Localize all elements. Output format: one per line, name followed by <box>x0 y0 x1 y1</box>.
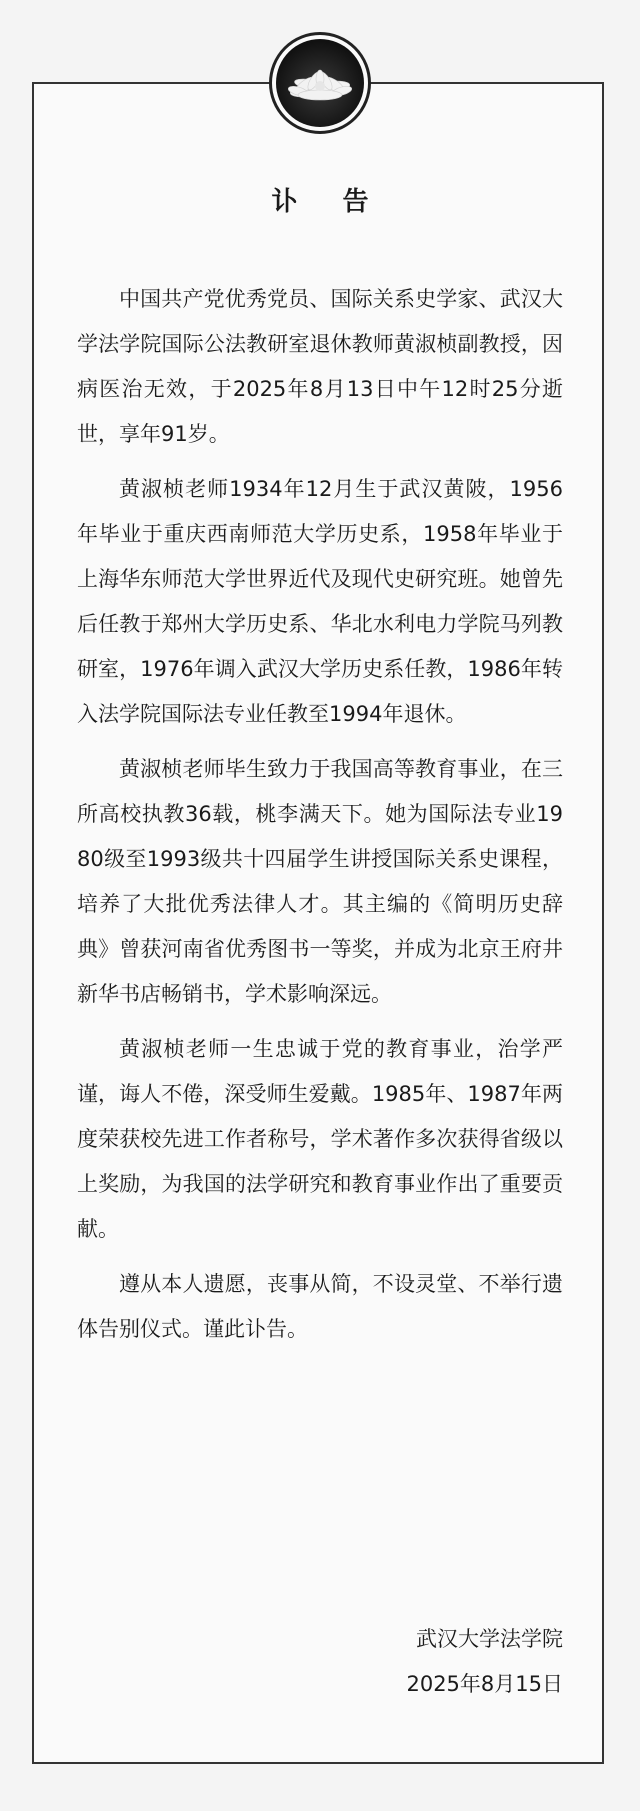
paragraph-funeral-arrangements: 遵从本人遗愿，丧事从简，不设灵堂、不举行遗体告别仪式。谨此讣告。 <box>77 1272 563 1341</box>
paragraph-honors: 黄淑桢老师一生忠诚于党的教育事业，治学严谨，诲人不倦，深受师生爱戴。1985年、1987年两度荣获校先进工作者称号，学术著作多次获得省级以上奖励，为我国的法学研究和教育事业作出了重要贡献。 <box>77 1037 563 1241</box>
notice-title: 讣 告 <box>271 187 387 217</box>
paragraph-biography: 黄淑桢老师1934年12月生于武汉黄陂，1956年毕业于重庆西南师范大学历史系，1958年毕业于上海华东师范大学世界近代及现代史研究班。她曾先后任教于郑州大学历史系、华北水利电力学院马列教研室，1976年调入武汉大学历史系任教，1986年转入法学院国际法专业任教至1994年退休。 <box>77 477 563 726</box>
paragraph-teaching-career: 黄淑桢老师毕生致力于我国高等教育事业，在三所高校执教36载，桃李满天下。她为国际法专业1980级至1993级共十四届学生讲授国际关系史课程，培养了大批优秀法律人才。其主编的《简明历史辞典》曾获河南省优秀图书一等奖，并成为北京王府井新华书店畅销书，学术影响深远。 <box>77 757 563 1006</box>
notice-body <box>77 277 563 1362</box>
signature-organization: 武汉大学法学院 <box>416 1627 563 1651</box>
signature-date: 2025年8月15日 <box>406 1672 563 1696</box>
signature-block <box>406 1617 563 1707</box>
white-chrysanthemum-icon <box>276 39 364 127</box>
paragraph-death-announcement: 中国共产党优秀党员、国际关系史学家、武汉大学法学院国际公法教研室退休教师黄淑桢副教授，因病医治无效，于2025年8月13日中午12时25分逝世，享年91岁。 <box>77 287 563 446</box>
chrysanthemum-emblem <box>269 32 371 134</box>
